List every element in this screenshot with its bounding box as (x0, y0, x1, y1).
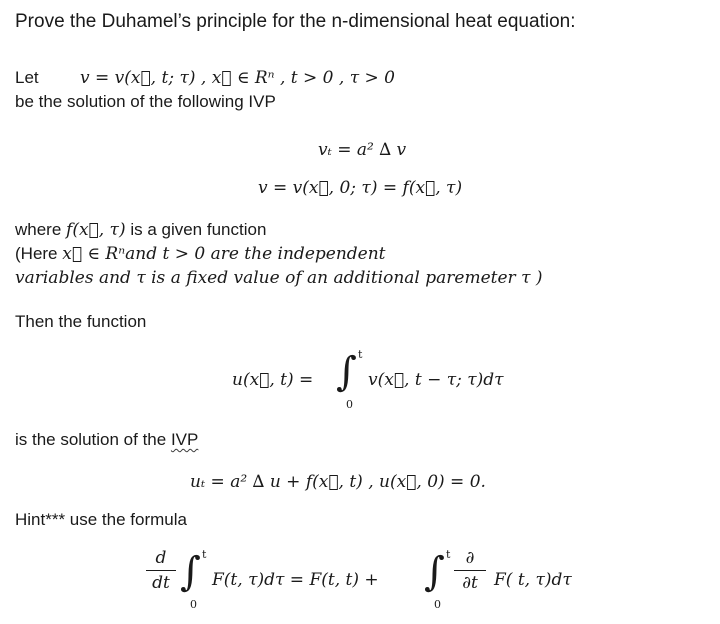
let-line2: be the solution of the following IVP (15, 92, 276, 111)
where-function: f(x⃗, τ) (66, 220, 126, 240)
ivp-equation-2: v = v(x⃗, 0; τ) = f(x⃗, τ) (258, 178, 463, 198)
derivative-fraction (146, 548, 176, 593)
here-math: x⃗ ∈ Rⁿand t > 0 are the independent (62, 244, 386, 264)
partial-numerator: ∂ (465, 548, 475, 568)
where-line-1 (15, 220, 266, 240)
let-expression: v = v(x⃗, t; τ) , x⃗ ∈ Rⁿ , t > 0 , τ > 0 (80, 68, 395, 88)
duhamel-integrand: v(x⃗, t − τ; τ)dτ (368, 370, 504, 390)
here-text: (Here (15, 244, 63, 263)
fraction-bar (146, 570, 176, 571)
formula-upper-limit-2: t (446, 548, 451, 561)
ivp2-equation: uₜ = a² ∆ u + f(x⃗, t) , u(x⃗, 0) = 0. (190, 472, 486, 492)
is-solution-line (15, 430, 198, 450)
formula-lower-limit-1: 0 (190, 598, 197, 611)
ivp-link-text: IVP (170, 430, 199, 449)
formula-lower-limit-2: 0 (434, 598, 441, 611)
let-word: Let (15, 68, 39, 87)
ivp-equation-1: vₜ = a² ∆ v (318, 140, 407, 160)
derivative-numerator: d (155, 548, 167, 568)
partial-fraction-bar (454, 570, 486, 571)
where-text-end: is a given function (125, 220, 267, 239)
where-line-3: variables and τ is a fixed value of an additional paremeter τ ) (15, 268, 543, 288)
derivative-denominator: dt (152, 573, 170, 593)
hint-text: Hint*** use the formula (15, 510, 187, 529)
duhamel-upper-limit: t (358, 348, 363, 361)
duhamel-lhs: u(x⃗, t) = (232, 370, 314, 390)
where-line-2 (15, 244, 386, 264)
formula-integral-sign-2: ∫ (424, 549, 445, 595)
formula-upper-limit-1: t (202, 548, 207, 561)
where-text: where (15, 220, 67, 239)
then-text: Then the function (15, 312, 147, 331)
partial-denominator: ∂t (462, 573, 478, 593)
problem-title: Prove the Duhamel’s principle for the n-dimensional heat equation: (15, 11, 576, 32)
partial-fraction (454, 548, 486, 593)
is-solution-text: is the solution of the (15, 430, 171, 449)
duhamel-integral-sign: ∫ (336, 349, 357, 395)
duhamel-lower-limit: 0 (346, 398, 353, 411)
formula-integral-sign-1: ∫ (180, 549, 201, 595)
formula-middle: F(t, τ)dτ = F(t, t) + (212, 570, 379, 590)
formula-end: F( t, τ)dτ (494, 570, 572, 590)
